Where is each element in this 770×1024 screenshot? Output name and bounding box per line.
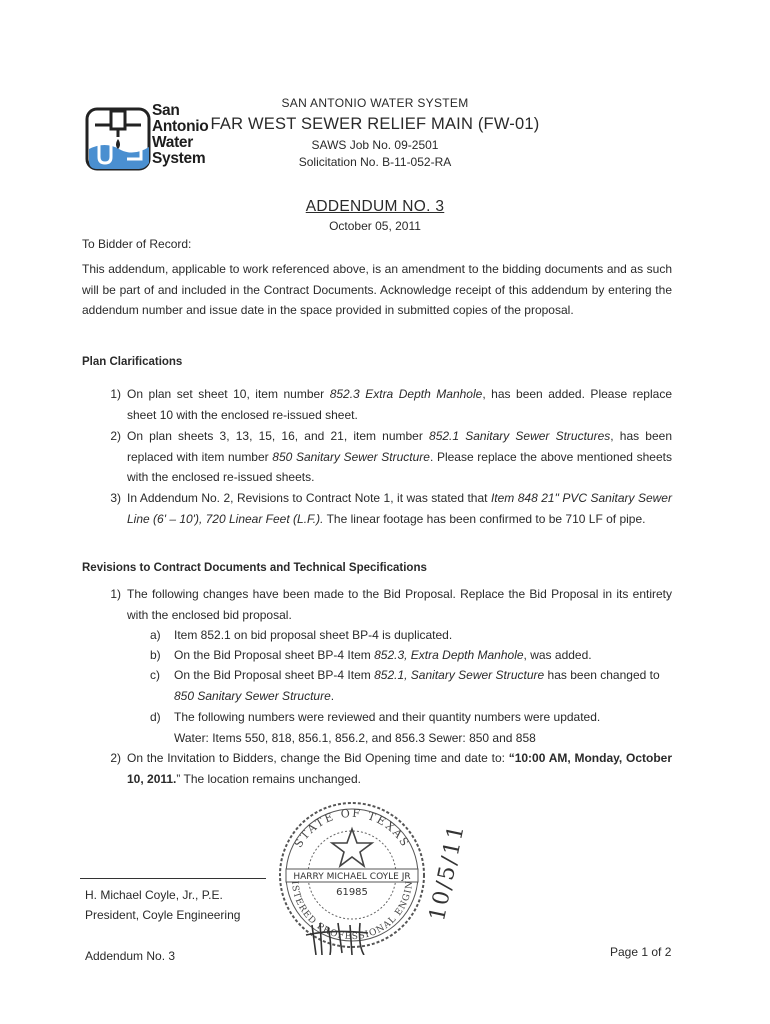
list-number: 2) <box>110 429 121 443</box>
list-number: 2) <box>110 751 121 765</box>
revision-sub-a: Item 852.1 on bid proposal sheet BP-4 is duplicated. <box>174 628 453 642</box>
section-heading-plan: Plan Clarifications <box>82 356 183 368</box>
plan-item-1 <box>127 384 672 425</box>
list-number: 1) <box>110 587 121 601</box>
text-line: Water: Items 550, 818, 856.1, 856.2, and 856.3 Sewer: 850 and 858 <box>174 730 536 745</box>
item-reference: 850 Sanitary Sewer Structure <box>174 688 331 703</box>
intro-paragraph: This addendum, applicable to work referenced above, is an amendment to the bidding documents and as such will be part of and included in the Contract Documents. Acknowledge receipt of this addendum by entering the addendum number and issue date in the space provided in submitted copies of the proposal. <box>82 262 672 317</box>
item-reference: 852.3, Extra Depth Manhole <box>374 648 524 662</box>
item-reference: Item 848 21" PVC Sanitary Sewer Line (6' – 10'), 720 Linear Feet (L.F.). <box>127 491 672 526</box>
logo-word: Water <box>152 134 193 151</box>
sub-label: a) <box>150 628 161 642</box>
addendum-date: October 05, 2011 <box>329 219 421 233</box>
text-run: , was added. <box>523 648 592 662</box>
saws-logo <box>85 103 215 178</box>
item-reference: 852.3 Extra Depth Manhole <box>329 387 483 401</box>
page-number: Page 1 of 2 <box>610 945 672 959</box>
item-reference: 850 Sanitary Sewer Structure <box>272 449 430 464</box>
revision-sub-d <box>174 707 664 748</box>
revision-item-1: The following changes have been made to the Bid Proposal. Replace the Bid Proposal in its entirety with the enclosed bid proposal. <box>127 587 672 622</box>
logo-word: San <box>152 102 180 119</box>
text-run: The linear footage has been confirmed to be 710 LF of pipe. <box>323 511 646 526</box>
handwritten-date: 10/5/11 <box>425 821 470 924</box>
water-drop-icon <box>85 103 155 178</box>
job-number: SAWS Job No. 09-2501 <box>311 138 439 152</box>
list-number: 3) <box>110 491 121 505</box>
signer-name: H. Michael Coyle, Jr., P.E. <box>85 888 223 902</box>
text-run: On plan sheets 3, 13, 15, 16, and 21, item number <box>127 429 430 443</box>
text-run: , has been added. Please replace sheet 10 with the enclosed re-issued sheet. <box>127 387 672 422</box>
solicitation-number: Solicitation No. B-11-052-RA <box>298 155 452 169</box>
seal-graphic <box>272 795 432 955</box>
sub-label: d) <box>150 710 161 724</box>
section-heading-revisions: Revisions to Contract Documents and Technical Specifications <box>82 562 427 574</box>
sub-label: c) <box>150 668 160 682</box>
signer-title: President, Coyle Engineering <box>85 908 241 922</box>
item-reference: 852.1 Sanitary Sewer Structures <box>429 429 611 443</box>
text-line: The following numbers were reviewed and their quantity numbers were updated. <box>174 710 601 724</box>
text-run: On the Bid Proposal sheet BP-4 Item <box>174 648 375 662</box>
text-run: In Addendum No. 2, Revisions to Contract Note 1, it was stated that <box>127 491 491 505</box>
salutation: To Bidder of Record: <box>82 237 192 251</box>
seal-bottom-text: ISTERED PROFESSIONAL ENGIN <box>289 879 416 943</box>
addendum-title: ADDENDUM NO. 3 <box>305 198 445 215</box>
list-number: 1) <box>110 387 121 401</box>
star-icon <box>332 829 372 866</box>
text-run: ” The location remains unchanged. <box>176 771 361 786</box>
text-run: , has been replaced with item number <box>127 429 672 464</box>
revision-sub-b <box>174 645 664 666</box>
signature-line <box>80 878 266 879</box>
project-title: FAR WEST SEWER RELIEF MAIN (FW-01) <box>210 115 540 133</box>
engineer-seal <box>272 795 432 955</box>
item-reference: 852.1, Sanitary Sewer Structure <box>374 668 545 682</box>
org-name: SAN ANTONIO WATER SYSTEM <box>281 96 469 110</box>
logo-word: Antonio <box>152 118 209 135</box>
plan-item-3 <box>127 488 672 529</box>
footer-addendum: Addendum No. 3 <box>85 949 176 963</box>
bid-opening-date: “10:00 AM, Monday, October 10, 2011. <box>127 751 672 786</box>
plan-item-2 <box>127 426 672 488</box>
seal-top-text: STATE OF TEXAS <box>291 806 413 851</box>
text-run: On the Invitation to Bidders, change the Bid Opening time and date to: <box>127 751 509 765</box>
seal-engineer-name: HARRY MICHAEL COYLE JR <box>293 872 411 882</box>
revision-item-2 <box>127 748 672 789</box>
text-run: . <box>330 688 335 703</box>
revision-sub-c <box>174 665 664 706</box>
text-run: On plan set sheet 10, item number <box>127 387 330 401</box>
seal-license-number: 61985 <box>336 887 368 898</box>
text-run: has been changed to <box>544 668 660 682</box>
logo-word: System <box>152 150 206 167</box>
sub-label: b) <box>150 648 161 662</box>
text-run: On the Bid Proposal sheet BP-4 Item <box>174 668 375 682</box>
text-run: . Please replace the above mentioned sheets with the enclosed re-issued sheets. <box>127 449 672 484</box>
